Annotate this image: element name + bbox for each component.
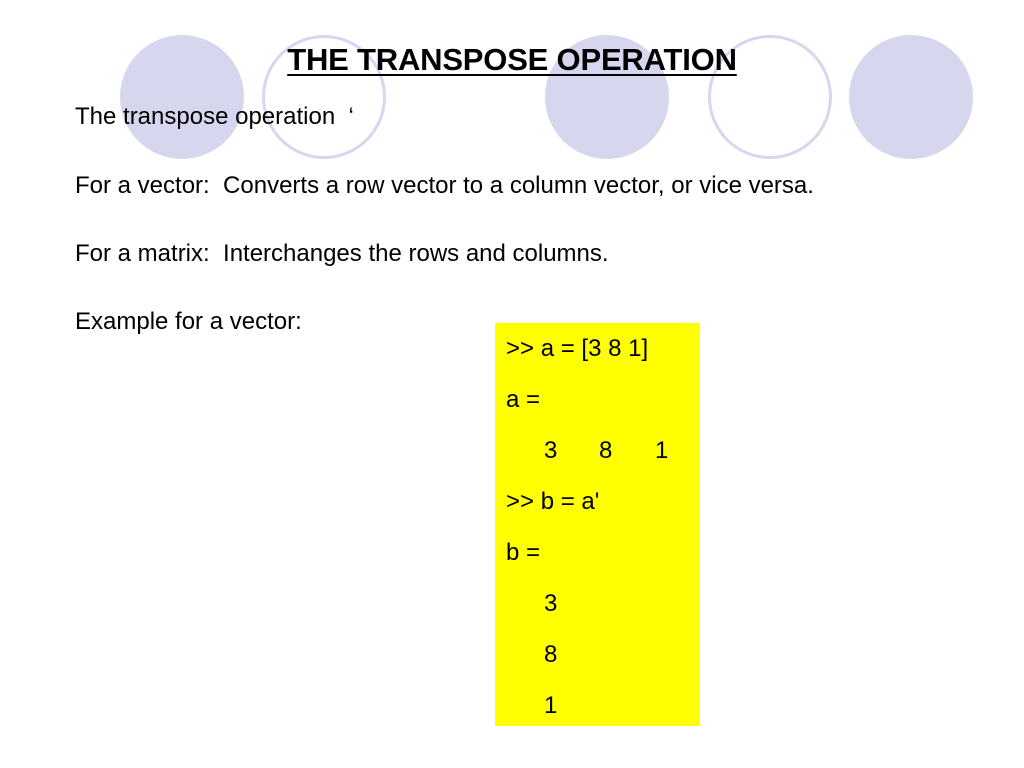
code-output-value: 8: [544, 641, 558, 668]
text-line-matrix-definition: For a matrix: Interchanges the rows and columns.: [75, 240, 609, 267]
code-output-label-a: a =: [506, 386, 541, 413]
text-line-example-heading: Example for a vector:: [75, 308, 302, 335]
text-line-transpose-operation: The transpose operation ‘: [75, 103, 354, 130]
code-output-value: 1: [655, 437, 669, 464]
code-output-value: 1: [544, 692, 558, 719]
code-command-assign-a: >> a = [3 8 1]: [506, 335, 649, 362]
text-line-vector-definition: For a vector: Converts a row vector to a column vector, or vice versa.: [75, 172, 814, 199]
code-example-box: [495, 323, 700, 726]
code-output-value: 3: [544, 590, 558, 617]
code-output-value: 3: [544, 437, 558, 464]
code-command-transpose: >> b = a': [506, 488, 600, 515]
slide-title: THE TRANSPOSE OPERATION: [287, 42, 737, 77]
code-output-label-b: b =: [506, 539, 541, 566]
code-output-value: 8: [599, 437, 613, 464]
